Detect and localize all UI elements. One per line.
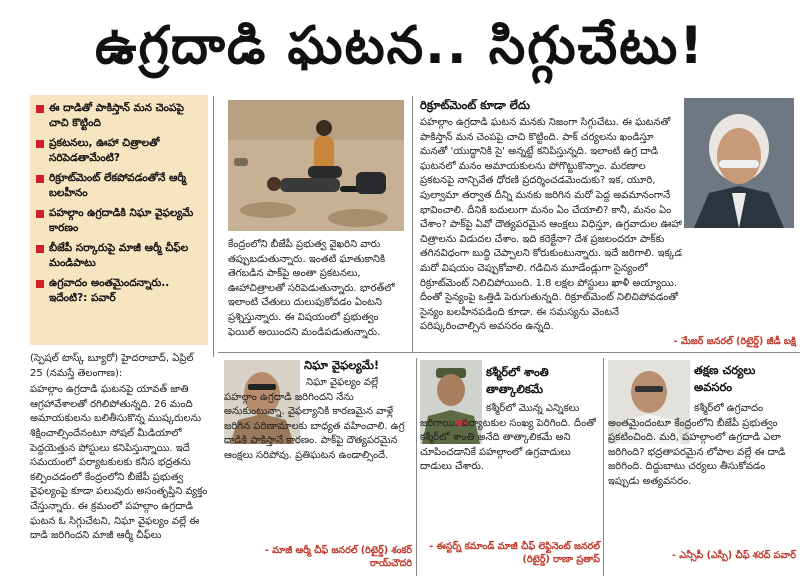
dateline: (స్పెషల్ టాస్క్ బ్యూరో) హైదరాబాద్, ఏప్రిల్ 25 (నమస్తే తెలంగాణ): <box>30 353 194 379</box>
bullet-square-icon <box>36 175 44 183</box>
col-a-body-text: నిఘా వైఫల్యం వల్లే పహల్గాం ఉగ్రదాడి జరిగిందని నేను అనుకుంటున్నా. వైఫల్యానికి కారణమైన వాళ్లే జరిగిన పరిణామాలకు బాధ్యత వహించాలి. ఉగ్ర దాడికి పాకిస్తానే కారణం. పాక్‌పై దౌత్యపరమైన ఆంక్షలు సరిపోవు. ప్రతిఘటన ఉండాల్సిందే. <box>224 377 405 461</box>
highlight-text: ఉగ్రవాదం అంతమైందన్నారు.. ఇదేంటి?: పవార్ <box>49 277 170 304</box>
bullet-square-icon <box>36 280 44 288</box>
col-c-body-text: కశ్మీర్‌లో ఉగ్రవాదం అంతమైందంటూ కేంద్రంలోని బీజేపీ ప్రభుత్వం ప్రకటించింది. మరి, పహల్గాంలో ఉగ్రదాడి ఎలా జరిగింది? భద్రతాపరమైన లోపాల వల్లే ఈ దాడి జరిగింది. దిద్దుబాటు చర్యలు తీసుకోవడం ఇప్పుడు అత్యవసరం. <box>608 403 786 487</box>
highlight-item <box>36 171 204 201</box>
highlight-text: ప్రకటనలు, ఊహా చిత్రాలతో సరిపెడతామేంటి? <box>49 137 160 164</box>
right-top-body-text: పహల్గాం ఉగ్రదాడి ఘటన మనకు నిజంగా సిగ్గుచేటు. ఈ ఘటనతో పాకిస్తాన్ మన చెంపపై చాచి కొట్టింది. పాక్ చర్యలను ఖండిస్తూ మనతో 'యుద్ధానికి సై' అన్నట్టే కనిపిస్తున్నది. ఇలాంటి ఉగ్ర దాడి ఘటనలో మనం అమాయకులను పోగొట్టుకొన్నాం. మరణాల ప్రకటనపై నాన్చివేత ధోరణి ప్రదర్శించడమెందుకు? ఇక, యూరి, పుల్వామా తర్వాత దీన్ని మనకు జరిగిన మరో పెద్ద అవమానంగానే భావించాలి. దీనికి బదులుగా మనం ఏం చేయాలి? కానీ, మనం ఏం చేశాం? పాక్‌పై ఏవో దౌత్యపరమైన ఆంక్షలు విధిస్తూ, ఉగ్రవాదుల ఊహా చిత్రాలను విడుదల చేశాం. ఇది కరెక్టేనా? దేశ ప్రజలందరూ పాక్‌కు తగినవిధంగా బుద్ధి చెప్పాలని కోరుకుంటున్నారు. ఇదే జరిగాలి. ఇక్కడ మరో విషయం చెప్పుకోవాలి. గడిచిన మూడేండ్లుగా సైన్యంలో రిక్రూట్‌మెంట్ నిలిచిపోయింది. 1.8 లక్షల పోస్టులు ఖాళీ అయ్యాయి. దీంతో సైన్యంపై ఒత్తిడి పెరుగుతున్నది. రిక్రూట్‌మెంట్ నిలిచిపోవడంతో సైన్యం బలహీనపడింది కూడా. ఈ సమస్యను వెంటనే పరిష్కరించాల్సిన అవసరం ఉన్నది. <box>420 117 682 333</box>
column-divider <box>412 96 413 352</box>
column-divider <box>603 358 604 576</box>
signature-roychowdhury: - మాజీ ఆర్మీ చీఫ్ జనరల్ (రిటైర్డ్) శంకర్ రాయ్‌చౌదరి <box>264 545 412 569</box>
highlight-text: పహల్గాం ఉగ్రదాడికి నిఘా వైఫల్యమే కారణం <box>49 207 194 234</box>
subhead-recruitment: రిక్రూట్‌మెంట్ కూడా లేదు <box>420 98 530 112</box>
col-a-body <box>224 376 412 546</box>
bullet-square-icon <box>36 245 44 253</box>
highlight-item <box>36 241 204 271</box>
highlights-box <box>30 95 208 345</box>
highlight-text: ఈ దాడితో పాకిస్తాన్ మన చెంపపై చాచి కొట్టింది <box>49 102 184 129</box>
subhead-urgent-action: తక్షణ చర్యలు అవసరం <box>694 363 756 394</box>
highlight-item <box>36 101 204 131</box>
highlight-item <box>36 276 204 306</box>
page-headline: ఉగ్రదాడి ఘటన.. సిగ్గుచేటు! <box>95 16 705 76</box>
signature-pawar: - ఎన్సీపీ (ఎస్పీ) చీఫ్ శరద్ పవార్ <box>672 550 796 561</box>
col-b-body-text: కశ్మీర్‌లో మొన్న ఎన్నికలు జరిగాయి. పర్యాటకుల సంఖ్య పెరిగింది. దీంతో కశ్మీర్‌లో శాంతి అనేది తాత్కాలికమే అని చూపించడానికే పహల్గాంలో ఉగ్రవాదులు దాడులు చేశారు. <box>420 403 596 473</box>
signature-rana-pratap: - ఈస్టర్న్ కమాండ్ మాజీ చీఫ్ లెఫ్టినెంట్ జనరల్ (రిటైర్డ్) రాణా ప్రతాప్ <box>429 541 600 565</box>
column-divider <box>416 358 417 576</box>
left-body-text: పహల్గాం ఉగ్రదాడి ఘటనపై యావత్ జాతి ఆగ్రహావేశాలతో రగిలిపోతున్నది. 26 మంది అమాయకులను బలితీసుకొన్న ముష్కరులను శిక్షించాల్సిందేనంటూ సోషల్ మీడియాలో పెద్దయెత్తున పోస్టులు కనిపిస్తున్నాయి. ఇదే సమయంలో పర్యాటకులకు కనీస భద్రతను కల్పించడంలో కేంద్రంలోని బీజేపీ ప్రభుత్వ వైఫల్యంపై కూడా పలువురు అసంతృప్తిని వ్యక్తం చేస్తున్నారు. ఈ క్రమంలో పహల్గాం ఉగ్రదాడి ఘటన ఓ సిగ్గుచేటని, నిఘా వైఫల్యం వల్లే ఈ దాడి జరిగిందని మాజీ ఆర్మీ చీఫ్‌లు <box>30 384 208 542</box>
col-c-body <box>608 402 798 548</box>
right-top-body-cont <box>420 214 794 332</box>
bullet-square-icon <box>36 210 44 218</box>
attack-scene-photo <box>228 100 404 231</box>
center-body-text: కేంద్రంలోని బీజేపీ ప్రభుత్వ వైఖరిని వారు తప్పుబడుతున్నారు. ఇంతటి ఘాతుకానికి తెగబడిన పాక్‌పై అంతా ప్రకటనలు, ఊహాచిత్రాలతో సరిపెడుతున్నారు. భారత్‌లో ఇలాంటి చేతులు దులుపుకోవడం ఏంటని ప్రశ్నిస్తున్నారు. ఈ విషయంలో ప్రభుత్వం ఫెయిల్ అయిందని మండిపడుతున్నారు. <box>228 239 395 338</box>
highlight-item <box>36 206 204 236</box>
bakshi-portrait-photo <box>684 98 794 228</box>
section-divider <box>218 352 800 353</box>
subhead-kashmir-peace: కశ్మీర్‌లో శాంతి తాత్కాలికమే <box>486 365 549 396</box>
news-photo <box>228 100 404 231</box>
highlight-text: బీజేపీ సర్కారుపై మాజీ ఆర్మీ చీఫ్‌ల మండిపాటు <box>49 242 189 269</box>
highlight-text: రిక్రూట్‌మెంట్ లేకపోవడంతోనే ఆర్మీ బలహీనం <box>49 172 186 199</box>
col-b-body <box>420 402 600 540</box>
right-top-body <box>420 116 682 333</box>
portrait-bakshi <box>684 98 794 228</box>
bullet-square-icon <box>36 140 44 148</box>
bullet-square-icon <box>36 105 44 113</box>
highlight-item <box>36 136 204 166</box>
center-column <box>228 238 406 343</box>
signature-bakshi: - మేజర్ జనరల్ (రిటైర్డ్) జీడీ బక్షి <box>673 336 796 347</box>
left-column <box>30 352 208 576</box>
subhead-intelligence-failure: నిఘా వైఫల్యమే! <box>304 358 380 372</box>
